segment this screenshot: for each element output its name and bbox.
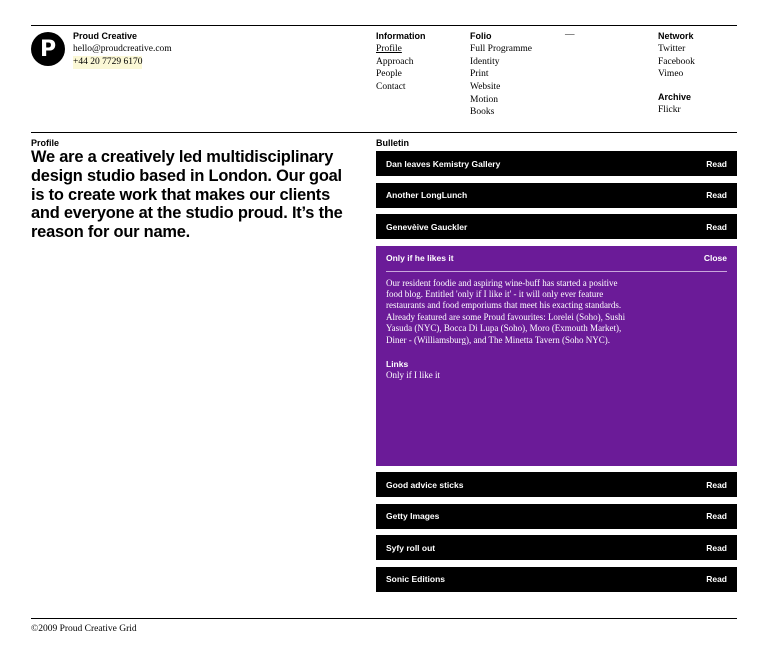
nav-link-approach[interactable]: Approach — [376, 56, 414, 67]
nav-link-website[interactable]: Website — [470, 81, 501, 92]
proud-logo[interactable]: P — [31, 32, 65, 66]
bulletin-item-title: Another LongLunch — [386, 190, 468, 200]
bulletin-item-title: Dan leaves Kemistry Gallery — [386, 158, 501, 169]
nav-link-contact[interactable]: Contact — [376, 81, 406, 92]
nav-heading-information: Information — [376, 31, 426, 41]
read-button[interactable]: Read — [706, 511, 727, 521]
bulletin-item[interactable] — [376, 183, 737, 208]
nav-link-vimeo[interactable]: Vimeo — [658, 69, 684, 80]
profile-label: Profile — [31, 138, 60, 148]
nav-dash: — — [565, 30, 575, 40]
nav-folio — [470, 30, 532, 119]
nav-link-flickr[interactable]: Flickr — [658, 105, 681, 116]
nav-link-books[interactable]: Books — [470, 107, 495, 118]
bulletin-item-expanded — [376, 246, 737, 466]
top-rule — [31, 25, 737, 26]
expanded-title: Only if he likes it — [386, 253, 454, 263]
links-heading: Links — [386, 358, 409, 369]
phone-number: +44 20 7729 6170 — [73, 57, 143, 67]
read-button[interactable]: Read — [706, 479, 727, 490]
nav-link-profile[interactable]: Profile — [376, 44, 402, 55]
close-button[interactable]: Close — [703, 253, 727, 263]
read-button[interactable]: Read — [706, 542, 727, 553]
nav-network — [658, 30, 695, 117]
bulletin-list — [376, 151, 737, 598]
nav-link-print[interactable]: Print — [470, 69, 489, 80]
nav-heading-archive: Archive — [658, 91, 692, 102]
footer-copyright: ©2009 Proud Creative Grid — [31, 624, 137, 634]
bulletin-label: Bulletin — [376, 138, 409, 148]
nav-heading-folio: Folio — [470, 31, 492, 41]
nav-information — [376, 30, 426, 94]
expanded-body: Our resident foodie and aspiring wine-buff has started a positive food blog. Entitled 'only if I like it' - it will only ever feature restaurants and food emporiums that meet his exacting standards. Already featured are some Proud favourites: Lorelei (Soho), Sushi Yasuda (NYC), Bocca Di Lupa (Soho), Moro (Exmouth Market), Diner - (Williamsburg), and The Minetta Tavern (Soho NYC). — [386, 277, 626, 345]
nav-heading-network: Network — [658, 31, 694, 41]
nav-link-identity[interactable]: Identity — [470, 56, 500, 67]
expanded-header — [386, 246, 727, 272]
nav-link-motion[interactable]: Motion — [470, 94, 498, 105]
profile-statement: We are a creatively led multidisciplinary design studio based in London. Our goal is to create work that makes our clients and everyone at the studio proud. It’s the reason for our name. — [31, 148, 343, 242]
nav-link-twitter[interactable]: Twitter — [658, 44, 686, 55]
read-button[interactable]: Read — [706, 190, 727, 200]
bulletin-item-title: Genevèive Gauckler — [386, 221, 468, 232]
read-button[interactable]: Read — [706, 221, 727, 232]
bulletin-item[interactable] — [376, 472, 737, 497]
bulletin-item[interactable] — [376, 504, 737, 529]
brand-block — [73, 30, 172, 69]
bulletin-item[interactable] — [376, 567, 737, 592]
read-button[interactable]: Read — [706, 574, 727, 584]
bulletin-item-title: Good advice sticks — [386, 479, 464, 490]
bulletin-item[interactable] — [376, 214, 737, 239]
brand-name: Proud Creative — [73, 31, 138, 41]
footer-rule — [31, 618, 737, 619]
nav-link-full-programme[interactable]: Full Programme — [470, 44, 533, 55]
email-link[interactable]: hello@proudcreative.com — [73, 44, 172, 54]
nav-link-facebook[interactable]: Facebook — [658, 56, 695, 67]
bulletin-item-title: Syfy roll out — [386, 542, 436, 553]
nav-link-people[interactable]: People — [376, 69, 402, 80]
read-button[interactable]: Read — [706, 158, 727, 169]
expanded-link[interactable]: Only if I like it — [386, 369, 440, 380]
bulletin-item[interactable] — [376, 535, 737, 560]
bulletin-item[interactable] — [376, 151, 737, 176]
bulletin-item-title: Sonic Editions — [386, 574, 446, 584]
header-divider — [31, 132, 737, 133]
bulletin-item-title: Getty Images — [386, 511, 440, 521]
